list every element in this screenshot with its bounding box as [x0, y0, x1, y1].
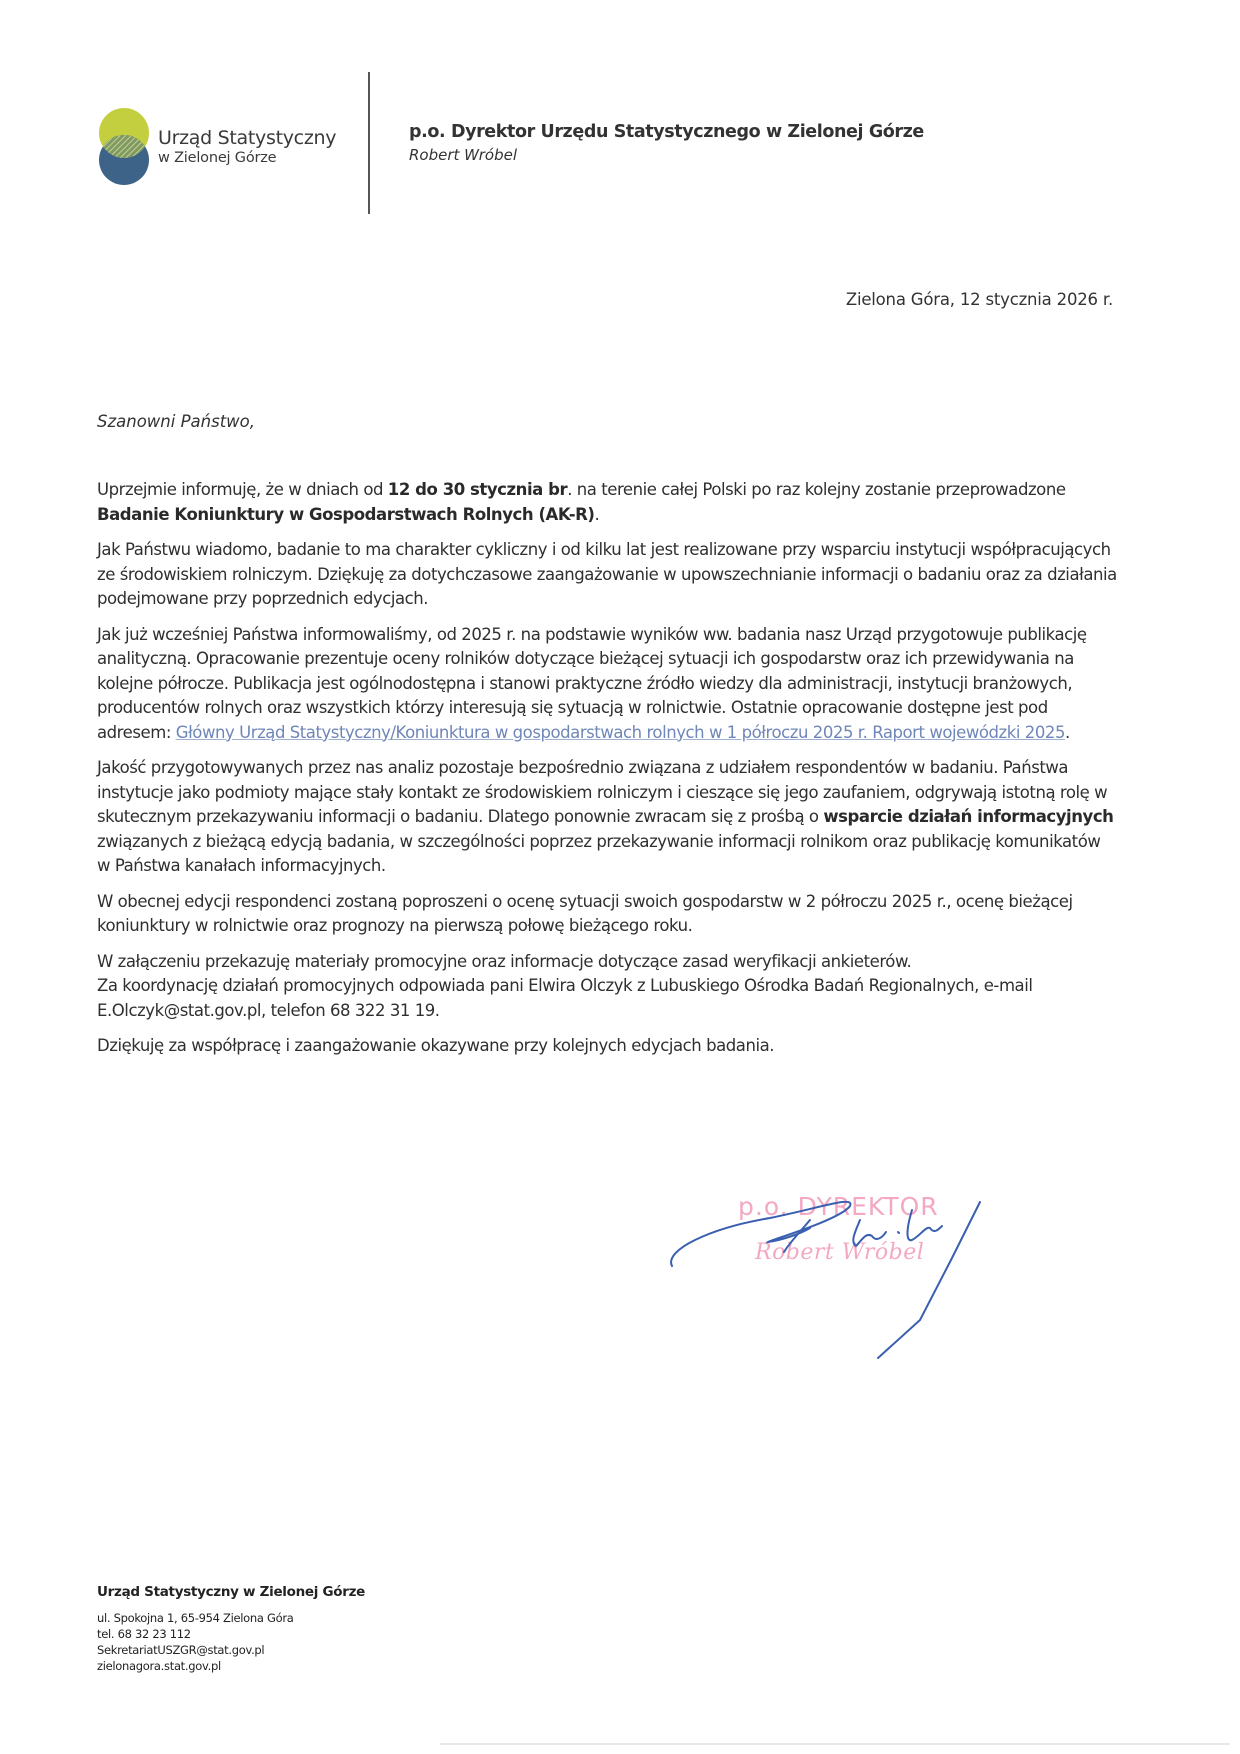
header-divider	[368, 72, 370, 214]
paragraph-3	[97, 623, 1117, 746]
text: .	[594, 504, 600, 524]
paragraph-6	[97, 950, 1117, 1024]
text: Jak już wcześniej Państwa informowaliśmy, od 2025 r. na podstawie wyników ww. badania nasz Urząd przygotowuje publikację analityczną. Opracowanie prezentuje oceny rolników dotyczące bieżącej sytuacji ich gospodarstw oraz ich przewidywania na kolejne półrocze. Publikacja jest ogólnodostępna i stanowi praktyczne źródło wiedzy dla administracji, instytucji branżowych, producentów rolnych oraz wszystkich którzy interesują się sytuacją w rolnictwie. Ostatnie opracowanie dostępne jest pod adresem:	[97, 624, 1087, 742]
paragraph-4	[97, 756, 1117, 879]
survey-dates: 12 do 30 stycznia br	[387, 480, 568, 499]
footer-email[interactable]: SekretariatUSZGR@stat.gov.pl	[97, 1643, 265, 1657]
footer-address: ul. Spokojna 1, 65-954 Zielona Góra	[97, 1611, 294, 1625]
logo-subtitle: w Zielonej Górze	[158, 150, 277, 166]
paragraph-7: Dziękuję za współpracę i zaangażowanie okazywane przy kolejnych edycjach badania.	[97, 1036, 775, 1055]
text: związanych z bieżącą edycją badania, w szczególności poprzez przekazywanie informacji rolnikom oraz publikację komunikatów w Państwa kanałach informacyjnych.	[97, 831, 1101, 875]
sender-name: Robert Wróbel	[409, 146, 517, 164]
footer-website[interactable]: zielonagora.stat.gov.pl	[97, 1659, 221, 1673]
survey-name: Badanie Koniunktury w Gospodarstwach Rolnych (AK-R)	[97, 504, 595, 524]
text: Jakość przygotowywanych przez nas analiz pozostaje bezpośrednio związana z udziałem respondentów w badaniu. Państwa instytucje jako podmioty mające stały kontakt ze środowiskiem rolniczym i cieszące się jego zaufaniem, odgrywają istotną rolę w skutecznym przekazywaniu informacji o badaniu. Dlatego ponownie zwracam się z prośbą o	[97, 758, 1108, 826]
text: .	[1065, 722, 1070, 742]
text: . na terenie całej Polski po raz kolejny zostanie przeprowadzone	[567, 480, 1066, 499]
contact-info: Za koordynację działań promocyjnych odpowiada pani Elwira Olczyk z Lubuskiego Ośrodka Badań Regionalnych, e-mail E.Olczyk@stat.gov.pl, telefon 68 322 31 19.	[97, 976, 1033, 1020]
footer	[97, 1584, 365, 1674]
sender-block	[409, 121, 924, 165]
paragraph-5: W obecnej edycji respondenci zostaną poproszeni o ocenę sytuacji swoich gospodarstw w 2 półroczu 2025 r., ocenę bieżącej koniunktury w rolnictwie oraz prognozy na pierwszą połowę bieżącego roku.	[97, 891, 1073, 935]
logo-text	[158, 127, 336, 167]
letter-body	[97, 478, 1117, 1070]
paragraph-2: Jak Państwu wiadomo, badanie to ma charakter cykliczny i od kilku lat jest realizowane przy wsparciu instytucji współpracujących ze środowiskiem rolniczym. Dziękuję za dotychczasowe zaangażowanie w upowszechnianie informacji o badaniu oraz za działania podejmowane przy poprzednich edycjach.	[97, 540, 1117, 608]
letter-date: Zielona Góra, 12 stycznia 2026 r.	[845, 290, 1113, 309]
signature-block	[650, 1180, 1000, 1380]
sender-title: p.o. Dyrektor Urzędu Statystycznego w Zielonej Górze	[409, 122, 924, 142]
scan-edge	[440, 1743, 1230, 1745]
text: W załączeniu przekazuję materiały promocyjne oraz informacje dotyczące zasad weryfikacji ankieterów.	[97, 951, 912, 971]
paragraph-1	[97, 478, 1117, 527]
stamp-title: p.o. DYREKTOR	[738, 1192, 939, 1221]
greeting: Szanowni Państwo,	[97, 412, 255, 431]
footer-title: Urząd Statystyczny w Zielonej Górze	[97, 1584, 366, 1600]
support-request: wsparcie działań informacyjnych	[823, 807, 1114, 826]
logo-title: Urząd Statystyczny	[158, 127, 337, 149]
report-link[interactable]: Główny Urząd Statystyczny/Koniunktura w gospodarstwach rolnych w 1 półroczu 2025 r. Raport wojewódzki 2025	[175, 722, 1065, 742]
gus-logo-circles-icon	[96, 108, 152, 186]
text: Uprzejmie informuję, że w dniach od	[97, 480, 388, 499]
stamp-name: Robert Wróbel	[755, 1240, 925, 1265]
handwritten-signature-icon	[650, 1180, 1000, 1380]
footer-phone: tel. 68 32 23 112	[97, 1627, 191, 1641]
